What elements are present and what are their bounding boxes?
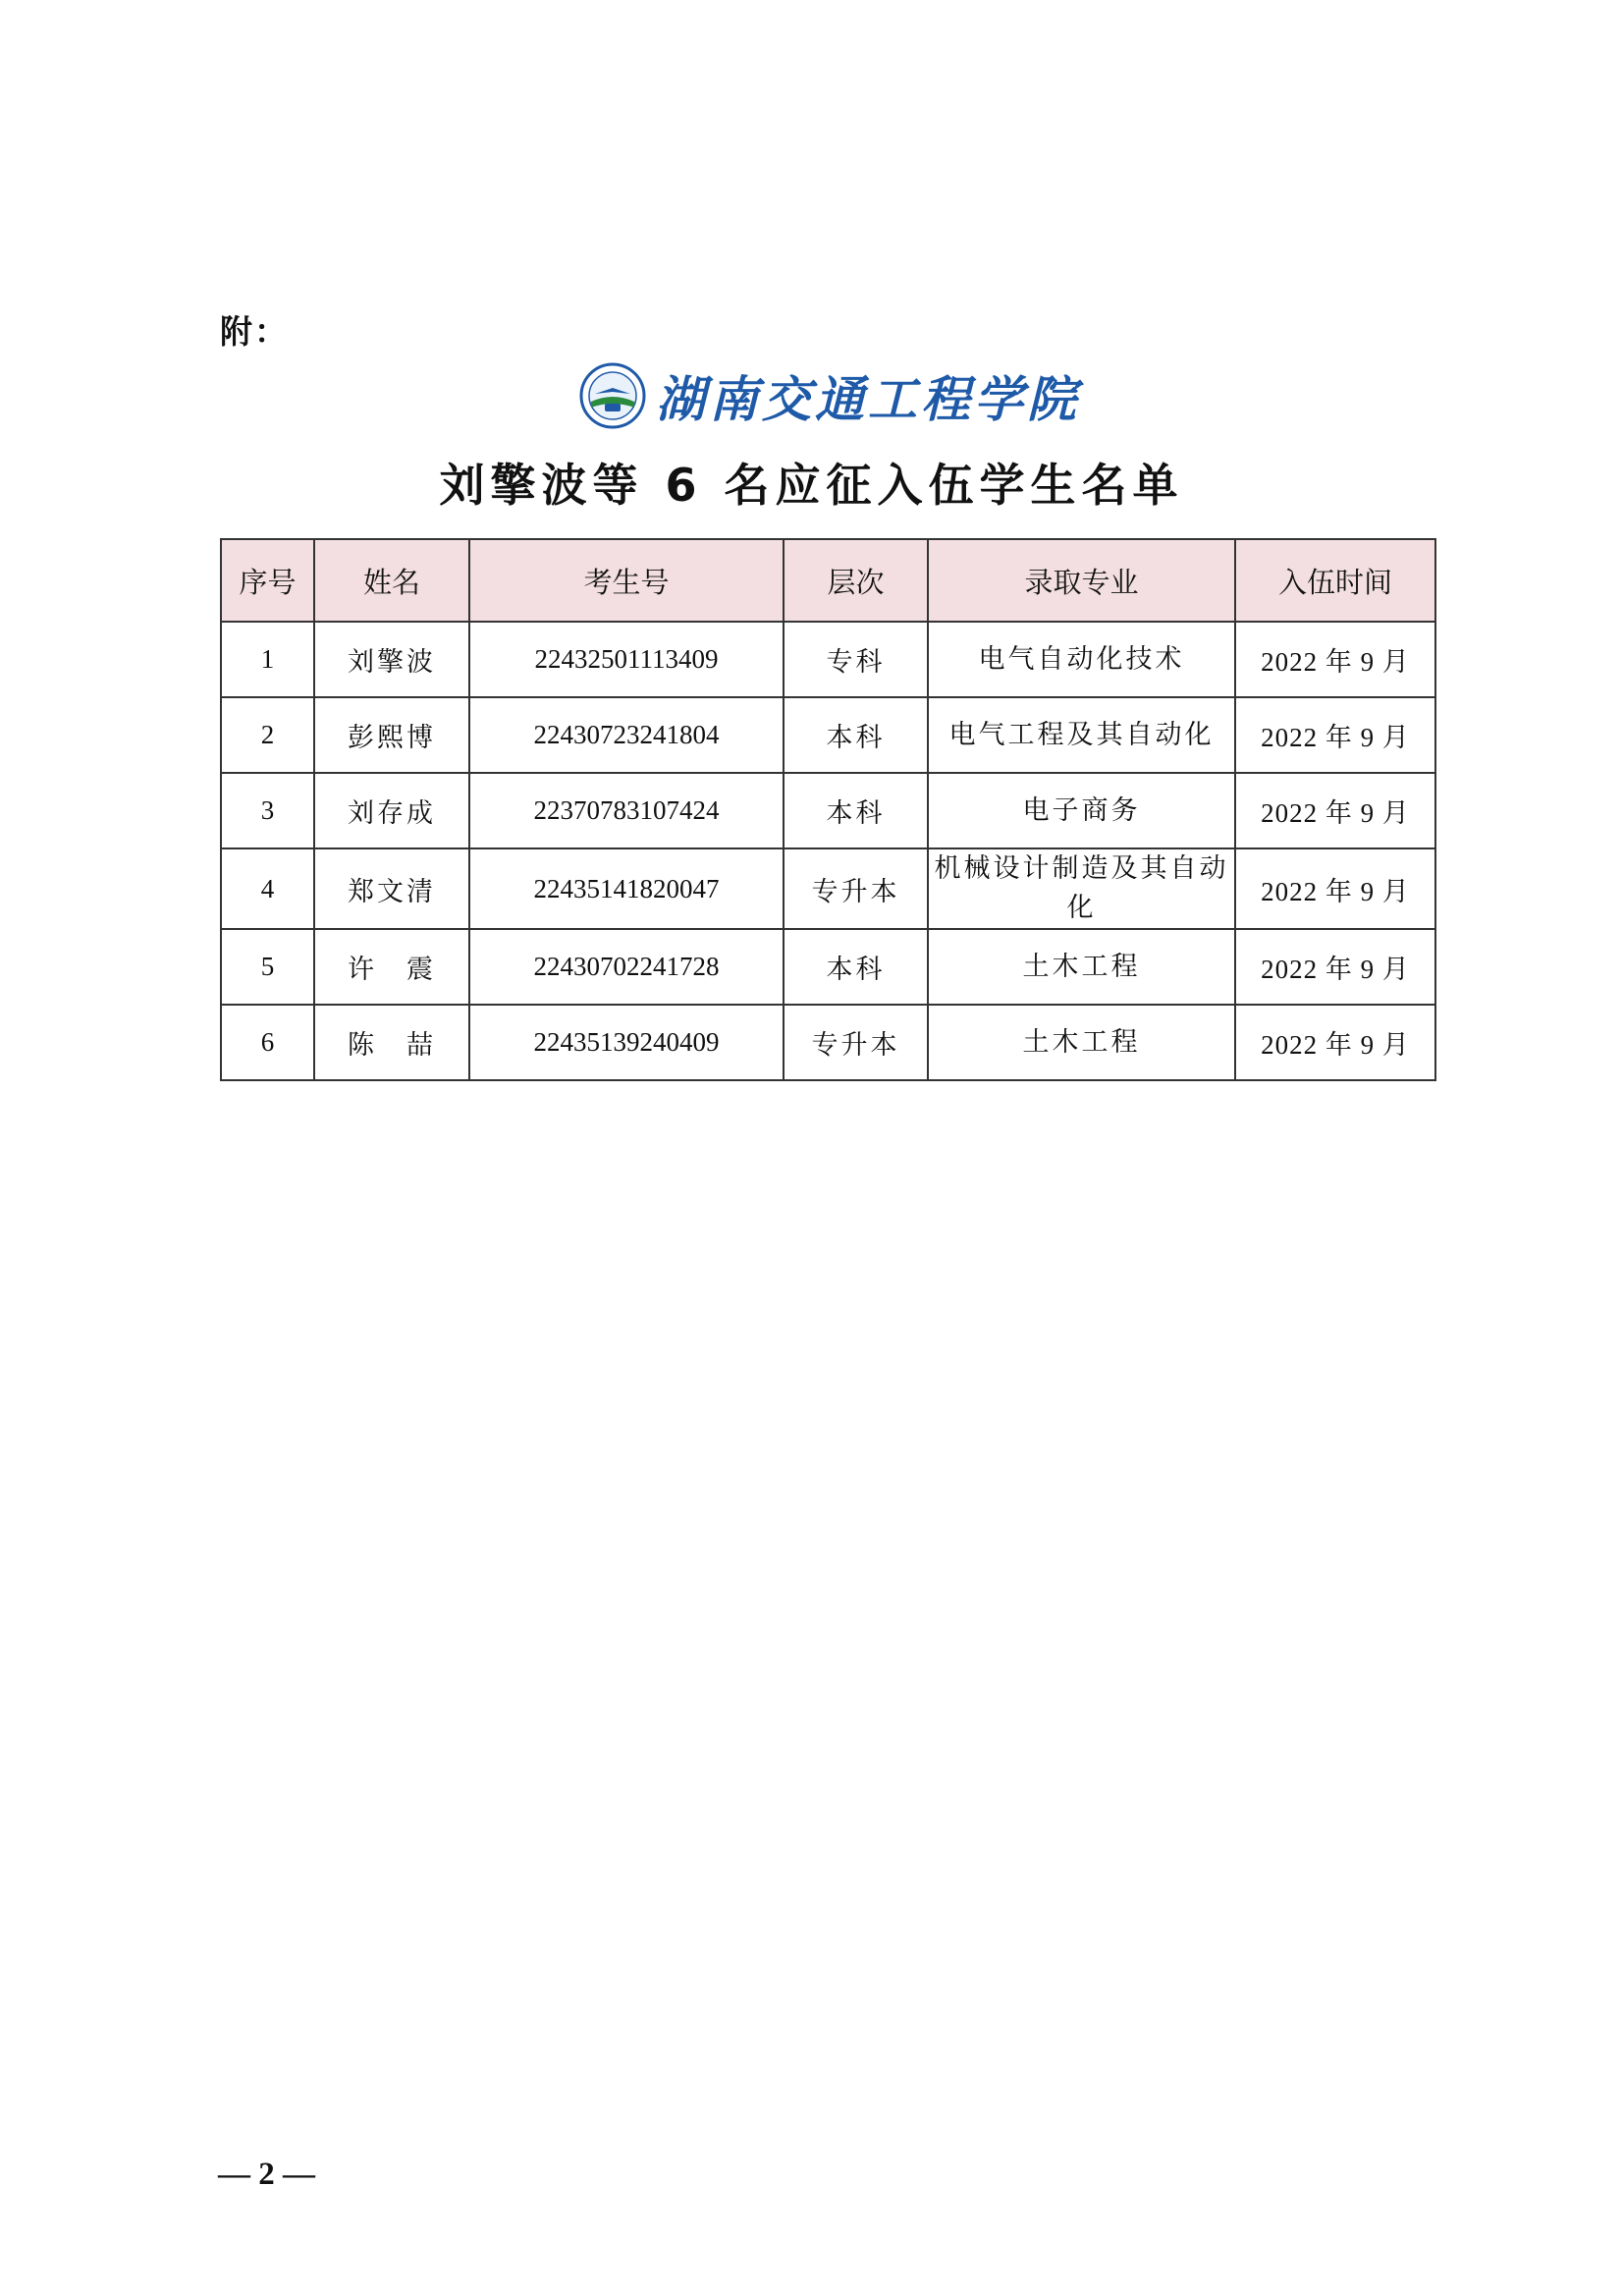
cell-major: 机械设计制造及其自动化	[928, 848, 1235, 929]
cell-major: 电气自动化技术	[928, 622, 1235, 697]
header-seq: 序号	[221, 539, 314, 622]
table-row	[221, 1005, 1435, 1080]
cell-name: 许 震	[314, 929, 469, 1005]
cell-level: 专升本	[784, 1005, 928, 1080]
cell-seq: 1	[221, 622, 314, 697]
header-exam-id: 考生号	[469, 539, 784, 622]
cell-exam-id: 22435141820047	[469, 848, 784, 929]
cell-exam-id: 22432501113409	[469, 622, 784, 697]
header-name: 姓名	[314, 539, 469, 622]
table-row	[221, 848, 1435, 929]
cell-seq: 3	[221, 773, 314, 848]
cell-major: 土木工程	[928, 929, 1235, 1005]
page-number: — 2 —	[218, 2157, 315, 2192]
header-enlist-time: 入伍时间	[1235, 539, 1435, 622]
cell-seq: 6	[221, 1005, 314, 1080]
cell-level: 专升本	[784, 848, 928, 929]
cell-enlist-time: 2022 年 9 月	[1235, 848, 1435, 929]
table-row	[221, 929, 1435, 1005]
cell-enlist-time: 2022 年 9 月	[1235, 773, 1435, 848]
document-title: 刘擎波等 6 名应征入伍学生名单	[439, 459, 1184, 512]
cell-enlist-time: 2022 年 9 月	[1235, 929, 1435, 1005]
cell-level: 本科	[784, 773, 928, 848]
cell-level: 本科	[784, 697, 928, 773]
cell-name: 彭熙博	[314, 697, 469, 773]
cell-name: 郑文清	[314, 848, 469, 929]
cell-name: 刘擎波	[314, 622, 469, 697]
cell-exam-id: 22435139240409	[469, 1005, 784, 1080]
cell-level: 本科	[784, 929, 928, 1005]
table-header-row	[221, 539, 1435, 622]
cell-seq: 4	[221, 848, 314, 929]
cell-enlist-time: 2022 年 9 月	[1235, 622, 1435, 697]
cell-major: 电子商务	[928, 773, 1235, 848]
cell-exam-id: 22430702241728	[469, 929, 784, 1005]
cell-seq: 5	[221, 929, 314, 1005]
header-level: 层次	[784, 539, 928, 622]
header-major: 录取专业	[928, 539, 1235, 622]
table-row	[221, 773, 1435, 848]
cell-enlist-time: 2022 年 9 月	[1235, 1005, 1435, 1080]
cell-major: 电气工程及其自动化	[928, 697, 1235, 773]
attachment-label: 附：	[220, 312, 289, 351]
college-name: 湖南交通工程学院	[656, 370, 1080, 428]
college-emblem-icon	[579, 362, 646, 429]
table-row	[221, 622, 1435, 697]
cell-name: 陈 喆	[314, 1005, 469, 1080]
cell-level: 专科	[784, 622, 928, 697]
enlisted-students-table	[220, 538, 1436, 1081]
college-logo	[579, 361, 1080, 430]
cell-major: 土木工程	[928, 1005, 1235, 1080]
cell-exam-id: 22430723241804	[469, 697, 784, 773]
cell-seq: 2	[221, 697, 314, 773]
cell-exam-id: 22370783107424	[469, 773, 784, 848]
cell-name: 刘存成	[314, 773, 469, 848]
table-row	[221, 697, 1435, 773]
cell-enlist-time: 2022 年 9 月	[1235, 697, 1435, 773]
